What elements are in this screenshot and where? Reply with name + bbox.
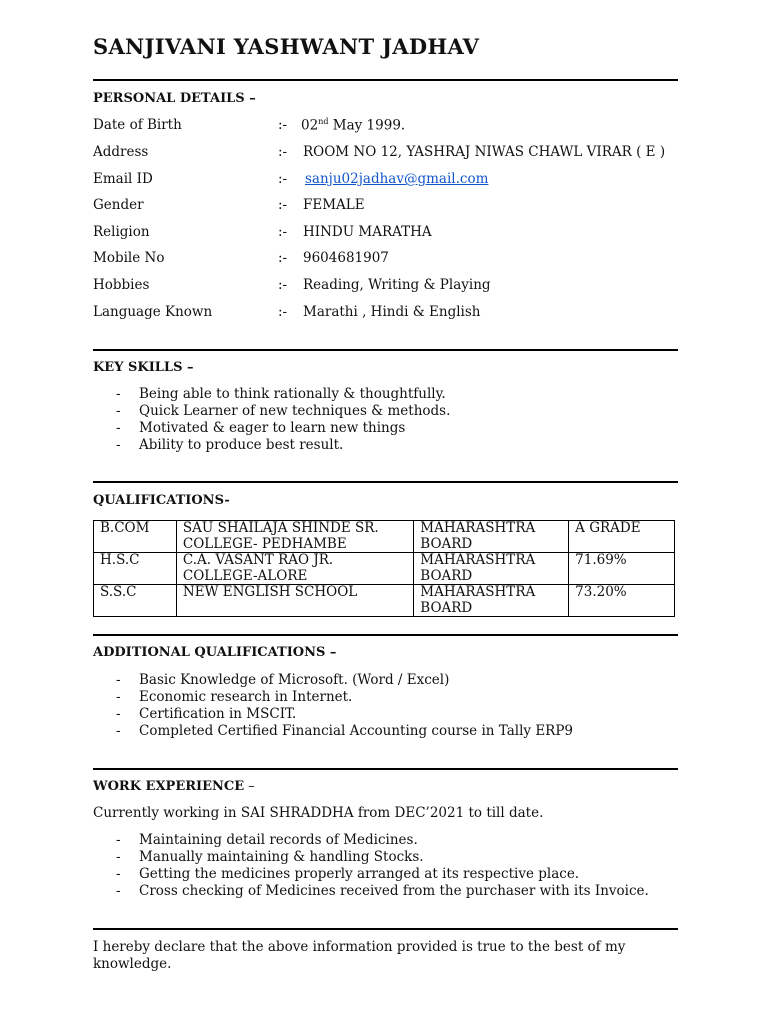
institution-line: NEW ENGLISH SCHOOL: [182, 584, 358, 600]
divider: [93, 481, 678, 483]
bullet-dash: -: [116, 672, 121, 688]
row-value: 9604681907: [303, 250, 389, 266]
bullet-dash: -: [116, 706, 121, 722]
list-item: [93, 437, 678, 454]
bullet-dash: -: [116, 420, 121, 436]
board-line: MAHARASHTRA: [420, 552, 536, 568]
list-item: [93, 832, 678, 849]
list-item: [93, 689, 678, 706]
table-row: [94, 585, 675, 617]
divider: [93, 928, 678, 930]
list-item-text: Ability to produce best result.: [139, 437, 344, 453]
row-separator: :-: [278, 250, 288, 266]
divider: [93, 634, 678, 636]
bullet-dash: -: [116, 866, 121, 882]
institution-line: COLLEGE-ALORE: [182, 567, 308, 584]
list-item-text: Getting the medicines properly arranged at its respective place.: [139, 866, 580, 882]
table-row: [94, 553, 675, 585]
institution-cell: [176, 521, 413, 553]
list-item-text: Certification in MSCIT.: [139, 706, 297, 722]
result-cell: 71.69%: [569, 553, 675, 585]
board-cell: [414, 585, 569, 617]
board-line: BOARD: [420, 535, 473, 552]
list-item-text: Economic research in Internet.: [139, 689, 353, 705]
row-value: FEMALE: [303, 197, 365, 213]
bullet-dash: -: [116, 437, 121, 453]
row-separator: :-: [278, 144, 288, 160]
row-label: Email ID: [93, 171, 153, 187]
list-item: [93, 706, 678, 723]
board-cell: [414, 521, 569, 553]
row-label: Address: [93, 144, 149, 160]
work-experience-heading: [93, 779, 255, 794]
list-item: [93, 723, 678, 740]
institution-line: C.A. VASANT RAO JR.: [182, 552, 334, 568]
institution-line: COLLEGE- PEDHAMBE: [182, 535, 347, 552]
divider: [93, 349, 678, 351]
key-skills-heading: KEY SKILLS –: [93, 360, 194, 375]
divider: [93, 768, 678, 770]
list-item-text: Cross checking of Medicines received from the purchaser with its Invoice.: [139, 883, 649, 899]
row-separator: :-: [278, 224, 288, 240]
bullet-dash: -: [116, 832, 121, 848]
dob-day: 02: [301, 117, 319, 134]
email-link[interactable]: sanju02jadhav@gmail.com: [305, 171, 489, 187]
list-item-text: Quick Learner of new techniques & methods.: [139, 403, 451, 419]
list-item: [93, 849, 678, 866]
divider: [93, 79, 678, 81]
board-line: MAHARASHTRA: [420, 584, 536, 600]
list-item-text: Completed Certified Financial Accounting course in Tally ERP9: [139, 723, 574, 739]
row-value: HINDU MARATHA: [303, 224, 432, 240]
row-separator: :-: [278, 277, 288, 293]
institution-cell: [176, 553, 413, 585]
row-label: Gender: [93, 197, 144, 213]
work-intro: Currently working in SAI SHRADDHA from DEC’2021 to till date.: [93, 805, 544, 821]
institution-line: SAU SHAILAJA SHINDE SR.: [182, 520, 379, 536]
list-item-text: Motivated & eager to learn new things: [139, 420, 406, 436]
table-row: [94, 521, 675, 553]
additional-qualifications-heading: ADDITIONAL QUALIFICATIONS –: [93, 645, 337, 660]
row-separator: :-: [278, 171, 288, 187]
bullet-dash: -: [116, 883, 121, 899]
course-cell: S.S.C: [94, 585, 177, 617]
row-label: Mobile No: [93, 250, 165, 266]
row-value: ROOM NO 12, YASHRAJ NIWAS CHAWL VIRAR ( E ): [303, 144, 666, 160]
course-cell: B.COM: [94, 521, 177, 553]
bullet-dash: -: [116, 403, 121, 419]
list-item: [93, 420, 678, 437]
list-item-text: Basic Knowledge of Microsoft. (Word / Excel): [139, 672, 450, 688]
list-item: [93, 672, 678, 689]
candidate-name: SANJIVANI YASHWANT JADHAV: [93, 34, 480, 59]
course-cell: H.S.C: [94, 553, 177, 585]
result-cell: A GRADE: [569, 521, 675, 553]
work-experience-list: [93, 832, 678, 900]
board-line: BOARD: [420, 599, 473, 616]
result-cell: 73.20%: [569, 585, 675, 617]
row-value: Reading, Writing & Playing: [303, 277, 491, 293]
list-item: [93, 386, 678, 403]
board-cell: [414, 553, 569, 585]
key-skills-list: [93, 386, 678, 454]
additional-qualifications-list: [93, 672, 678, 740]
row-label: Hobbies: [93, 277, 150, 293]
board-line: MAHARASHTRA: [420, 520, 536, 536]
dob-suffix: nd: [318, 117, 329, 126]
row-separator: :-: [278, 117, 288, 133]
bullet-dash: -: [116, 849, 121, 865]
row-value: [301, 117, 405, 134]
work-heading-text: WORK EXPERIENCE: [93, 779, 245, 794]
bullet-dash: -: [116, 386, 121, 402]
qualifications-heading: QUALIFICATIONS-: [93, 493, 230, 508]
row-separator: :-: [278, 197, 288, 213]
list-item: [93, 866, 678, 883]
row-separator: :-: [278, 304, 288, 320]
row-label: Religion: [93, 224, 150, 240]
dob-month-year: May 1999.: [328, 117, 406, 134]
declaration-text: I hereby declare that the above information provided is true to the best of my knowledge.: [93, 939, 626, 972]
row-label: Language Known: [93, 304, 213, 320]
list-item-text: Being able to think rationally & thoughtfully.: [139, 386, 446, 402]
personal-details-heading: PERSONAL DETAILS –: [93, 91, 256, 106]
bullet-dash: -: [116, 689, 121, 705]
list-item-text: Maintaining detail records of Medicines.: [139, 832, 418, 848]
bullet-dash: -: [116, 723, 121, 739]
work-heading-suffix: –: [244, 779, 255, 794]
institution-cell: [176, 585, 413, 617]
board-line: BOARD: [420, 567, 473, 584]
list-item: [93, 883, 678, 900]
list-item: [93, 403, 678, 420]
qualifications-table: [93, 520, 675, 617]
row-value: Marathi , Hindi & English: [303, 304, 481, 320]
row-label: Date of Birth: [93, 117, 182, 133]
list-item-text: Manually maintaining & handling Stocks.: [139, 849, 424, 865]
